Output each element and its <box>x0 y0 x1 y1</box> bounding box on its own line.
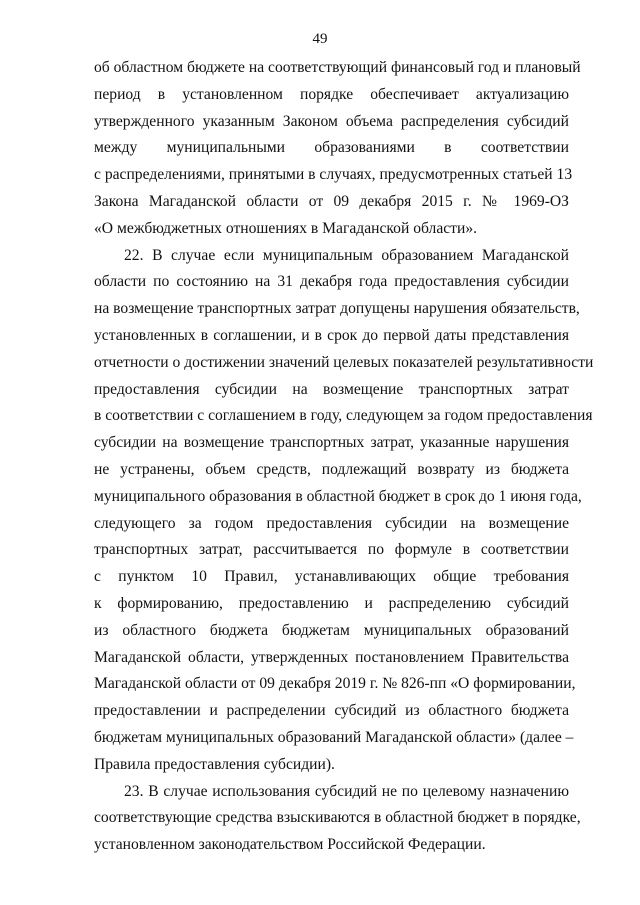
text-line: следующего за годом предоставления субсидии на возмещение <box>94 514 569 532</box>
document-body <box>94 55 594 859</box>
text-line: предоставлении и распределении субсидий из областного бюджета <box>94 702 569 720</box>
text-line: области по состоянию на 31 декабря года предоставления субсидии <box>94 273 569 291</box>
text-line: транспортных затрат, рассчитывается по формуле в соответствии <box>94 541 569 559</box>
text-line: на возмещение транспортных затрат допущены нарушения обязательств, <box>94 300 580 318</box>
text-line: Закона Магаданской области от 09 декабря 2015 г. № 1969-ОЗ <box>94 192 569 210</box>
text-line: субсидии на возмещение транспортных затрат, указанные нарушения <box>94 434 569 452</box>
text-line: Магаданской области от 09 декабря 2019 г. № 826-пп «О формировании, <box>94 675 576 693</box>
paragraph-continuation <box>94 55 581 243</box>
text-line: установленном законодательством Российской Федерации. <box>94 836 486 854</box>
page-number: 49 <box>312 31 328 47</box>
paragraph-item-22 <box>94 243 594 779</box>
text-line: с распределениями, принятыми в случаях, предусмотренных статьей 13 <box>94 166 573 184</box>
text-line: не устранены, объем средств, подлежащий возврату из бюджета <box>94 460 569 478</box>
text-line: из областного бюджета бюджетам муниципальных образований <box>94 621 569 639</box>
text-line: бюджетам муниципальных образований Магаданской области» (далее – <box>94 728 574 746</box>
text-line: между муниципальными образованиями в соответствии <box>94 139 569 157</box>
text-line: «О межбюджетных отношениях в Магаданской области». <box>94 219 478 237</box>
text-line: отчетности о достижении значений целевых показателей результативности <box>94 353 594 371</box>
text-line: к формированию, предоставлению и распределению субсидий <box>94 594 569 612</box>
text-line: в соответствии с соглашением в году, следующем за годом предоставления <box>94 407 593 425</box>
text-line: 22. В случае если муниципальным образованием Магаданской <box>124 246 569 264</box>
text-line: соответствующие средства взыскиваются в областной бюджет в порядке, <box>94 809 581 827</box>
text-line: с пунктом 10 Правил, устанавливающих общие требования <box>94 568 569 586</box>
text-line: 23. В случае использования субсидий не по целевому назначению <box>124 782 569 800</box>
text-line: муниципального образования в областной бюджет в срок до 1 июня года, <box>94 487 582 505</box>
text-line: об областном бюджете на соответствующий финансовый год и плановый <box>94 59 581 76</box>
text-line: Магаданской области, утвержденных постановлением Правительства <box>94 648 569 666</box>
text-line: установленных в соглашении, и в срок до первой даты представления <box>94 326 569 344</box>
paragraph-item-23 <box>94 779 581 859</box>
text-line: предоставления субсидии на возмещение транспортных затрат <box>94 380 569 398</box>
text-line: Правила предоставления субсидии). <box>94 755 335 773</box>
text-line: утвержденного указанным Законом объема распределения субсидий <box>94 112 569 130</box>
text-line: период в установленном порядке обеспечивает актуализацию <box>94 85 569 103</box>
